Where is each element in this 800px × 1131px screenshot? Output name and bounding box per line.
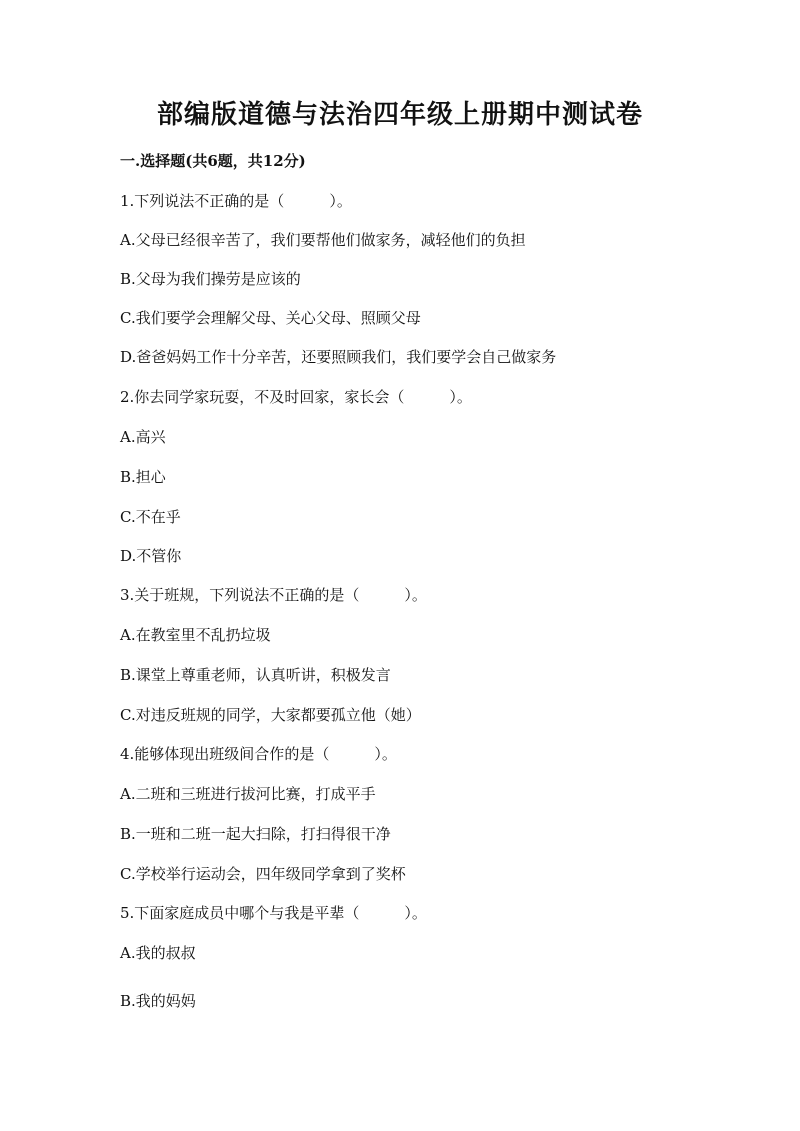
question-5-stem: 5.下面家庭成员中哪个与我是平辈（ ）。	[120, 904, 427, 922]
question-5-option-a: A.我的叔叔	[120, 944, 196, 962]
question-1-option-c: C.我们要学会理解父母、关心父母、照顾父母	[120, 309, 421, 327]
question-2-stem: 2.你去同学家玩耍，不及时回家，家长会（ ）。	[120, 388, 472, 406]
question-2-option-a: A.高兴	[120, 428, 166, 446]
section-heading: 一.选择题(共6题，共12分)	[120, 152, 306, 170]
question-5-option-b: B.我的妈妈	[120, 992, 196, 1010]
question-4-stem: 4.能够体现出班级间合作的是（ ）。	[120, 745, 397, 763]
question-1-option-b: B.父母为我们操劳是应该的	[120, 270, 301, 288]
question-3-option-c: C.对违反班规的同学，大家都要孤立他（她）	[120, 706, 421, 724]
question-2-option-b: B.担心	[120, 468, 166, 486]
question-3-stem: 3.关于班规，下列说法不正确的是（ ）。	[120, 586, 427, 604]
question-3-option-b: B.课堂上尊重老师，认真听讲，积极发言	[120, 666, 391, 684]
page-title: 部编版道德与法治四年级上册期中测试卷	[156, 100, 643, 130]
question-4-option-c: C.学校举行运动会，四年级同学拿到了奖杯	[120, 865, 406, 883]
question-1-option-d: D.爸爸妈妈工作十分辛苦，还要照顾我们，我们要学会自己做家务	[120, 348, 557, 366]
question-1-stem: 1.下列说法不正确的是（ ）。	[120, 192, 352, 210]
question-4-option-a: A.二班和三班进行拔河比赛，打成平手	[120, 785, 376, 803]
question-4-option-b: B.一班和二班一起大扫除，打扫得很干净	[120, 825, 391, 843]
question-3-option-a: A.在教室里不乱扔垃圾	[120, 626, 271, 644]
question-2-option-d: D.不管你	[120, 547, 182, 565]
question-1-option-a: A.父母已经很辛苦了，我们要帮他们做家务，减轻他们的负担	[120, 231, 526, 249]
question-2-option-c: C.不在乎	[120, 508, 181, 526]
